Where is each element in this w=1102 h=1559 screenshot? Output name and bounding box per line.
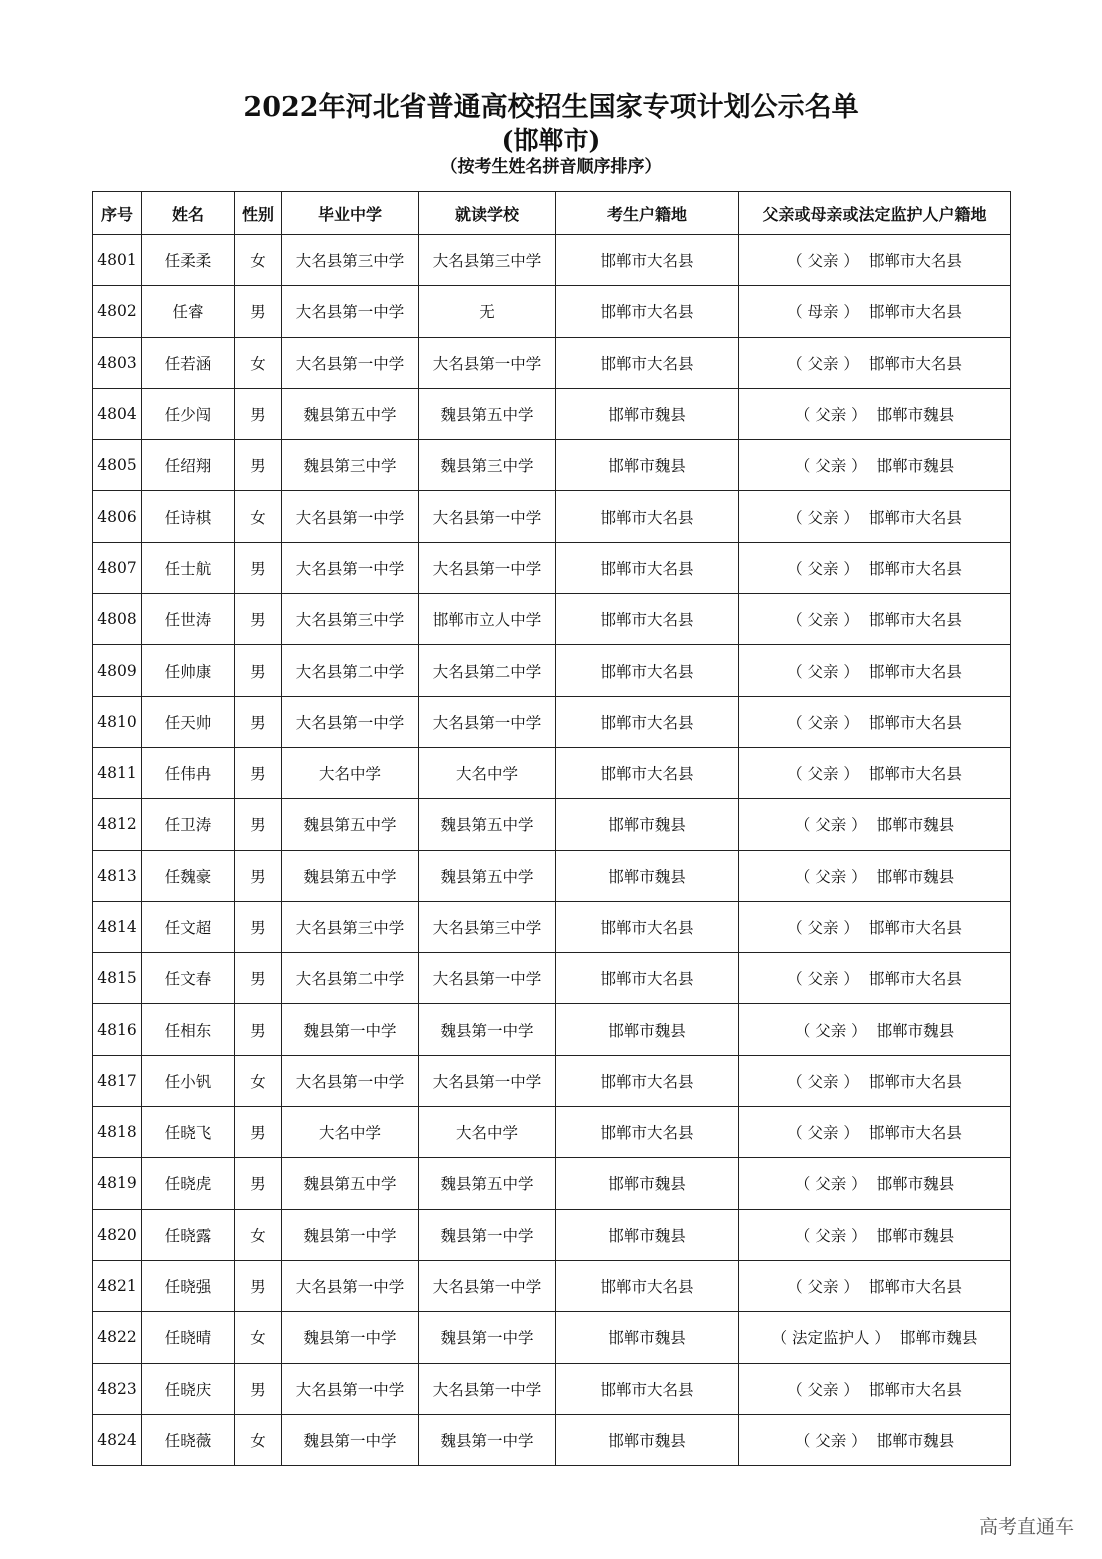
parent-relation: （ 父亲 ）: [794, 1021, 867, 1040]
cell-grad-school: 大名县第三中学: [282, 235, 419, 286]
cell-no: 4824: [93, 1414, 142, 1465]
cell-gender: 男: [235, 1158, 282, 1209]
cell-no: 4808: [93, 594, 142, 645]
cell-no: 4809: [93, 645, 142, 696]
cell-hukou: 邯郸市魏县: [556, 440, 739, 491]
parent-hukou: 邯郸市魏县: [876, 867, 955, 886]
cell-hukou: 邯郸市魏县: [556, 799, 739, 850]
parent-hukou: 邯郸市大名县: [868, 559, 962, 578]
column-header-grad-school: 毕业中学: [282, 192, 419, 235]
column-header-no: 序号: [93, 192, 142, 235]
cell-no: 4810: [93, 696, 142, 747]
cell-name: 任相东: [142, 1004, 235, 1055]
parent-relation: （ 父亲 ）: [787, 354, 859, 373]
cell-parent-hukou: [739, 953, 1011, 1004]
column-header-name: 姓名: [142, 192, 235, 235]
parent-relation: （ 父亲 ）: [787, 1124, 859, 1143]
parent-hukou: 邯郸市魏县: [876, 457, 955, 476]
cell-current-school: 大名县第一中学: [419, 1363, 556, 1414]
cell-parent-hukou: [739, 337, 1011, 388]
parent-relation: （ 父亲 ）: [794, 867, 867, 886]
parent-relation: （ 父亲 ）: [794, 1175, 867, 1194]
cell-hukou: 邯郸市大名县: [556, 235, 739, 286]
table-row: [93, 388, 1011, 439]
cell-name: 任少闯: [142, 388, 235, 439]
cell-grad-school: 大名县第三中学: [282, 901, 419, 952]
cell-name: 任晓庆: [142, 1363, 235, 1414]
cell-current-school: 大名县第一中学: [419, 1260, 556, 1311]
cell-current-school: 魏县第一中学: [419, 1004, 556, 1055]
cell-current-school: 大名县第一中学: [419, 1055, 556, 1106]
cell-parent-hukou: [739, 594, 1011, 645]
cell-grad-school: 魏县第一中学: [282, 1414, 419, 1465]
cell-hukou: 邯郸市大名县: [556, 337, 739, 388]
parent-relation: （ 父亲 ）: [787, 662, 859, 681]
cell-grad-school: 大名县第一中学: [282, 1055, 419, 1106]
cell-no: 4814: [93, 901, 142, 952]
cell-parent-hukou: [739, 1107, 1011, 1158]
cell-grad-school: 魏县第一中学: [282, 1312, 419, 1363]
cell-no: 4821: [93, 1260, 142, 1311]
cell-parent-hukou: [739, 1004, 1011, 1055]
cell-parent-hukou: [739, 1363, 1011, 1414]
cell-hukou: 邯郸市大名县: [556, 696, 739, 747]
parent-relation: （ 父亲 ）: [787, 970, 859, 989]
parent-hukou: 邯郸市魏县: [876, 406, 955, 425]
cell-hukou: 邯郸市魏县: [556, 1312, 739, 1363]
page-subtitle: (邯郸市): [501, 126, 601, 155]
cell-parent-hukou: [739, 696, 1011, 747]
cell-current-school: 魏县第五中学: [419, 388, 556, 439]
cell-parent-hukou: [739, 1260, 1011, 1311]
cell-no: 4806: [93, 491, 142, 542]
cell-name: 任帅康: [142, 645, 235, 696]
table-row: [93, 1107, 1011, 1158]
parent-hukou: 邯郸市大名县: [868, 919, 962, 937]
cell-parent-hukou: [739, 901, 1011, 952]
cell-current-school: 大名县第三中学: [419, 901, 556, 952]
table-row: [93, 1055, 1011, 1106]
cell-current-school: 魏县第五中学: [419, 1158, 556, 1209]
cell-gender: 女: [235, 235, 282, 286]
cell-no: 4802: [93, 286, 142, 337]
cell-gender: 男: [235, 747, 282, 798]
parent-relation: （ 父亲 ）: [794, 457, 867, 476]
parent-hukou: 邯郸市魏县: [899, 1329, 978, 1348]
table-row: [93, 594, 1011, 645]
cell-name: 任晓薇: [142, 1414, 235, 1465]
parent-hukou: 邯郸市大名县: [868, 662, 962, 681]
cell-gender: 男: [235, 286, 282, 337]
cell-no: 4807: [93, 542, 142, 593]
cell-no: 4819: [93, 1158, 142, 1209]
cell-name: 任柔柔: [142, 235, 235, 286]
cell-name: 任士航: [142, 542, 235, 593]
cell-current-school: 无: [419, 286, 556, 337]
table-row: [93, 1209, 1011, 1260]
table-row: [93, 953, 1011, 1004]
cell-current-school: 魏县第一中学: [419, 1209, 556, 1260]
cell-name: 任晓飞: [142, 1107, 235, 1158]
cell-parent-hukou: [739, 799, 1011, 850]
cell-grad-school: 大名县第一中学: [282, 286, 419, 337]
parent-relation: （ 父亲 ）: [787, 713, 859, 732]
cell-grad-school: 魏县第五中学: [282, 388, 419, 439]
cell-hukou: 邯郸市大名县: [556, 1055, 739, 1106]
cell-hukou: 邯郸市魏县: [556, 1158, 739, 1209]
cell-hukou: 邯郸市大名县: [556, 1260, 739, 1311]
cell-name: 任卫涛: [142, 799, 235, 850]
cell-no: 4801: [93, 235, 142, 286]
cell-no: 4818: [93, 1107, 142, 1158]
table-row: [93, 1004, 1011, 1055]
cell-name: 任伟冉: [142, 747, 235, 798]
cell-gender: 男: [235, 440, 282, 491]
cell-gender: 男: [235, 1260, 282, 1311]
parent-relation: （ 父亲 ）: [794, 816, 867, 835]
cell-gender: 女: [235, 491, 282, 542]
parent-hukou: 邯郸市大名县: [868, 354, 962, 373]
table-row: [93, 696, 1011, 747]
cell-gender: 女: [235, 1055, 282, 1106]
cell-parent-hukou: [739, 1312, 1011, 1363]
parent-hukou: 邯郸市大名县: [868, 713, 962, 732]
cell-no: 4813: [93, 850, 142, 901]
table-row: [93, 645, 1011, 696]
cell-hukou: 邯郸市大名县: [556, 645, 739, 696]
parent-relation: （ 父亲 ）: [787, 1278, 859, 1297]
cell-gender: 男: [235, 799, 282, 850]
cell-gender: 女: [235, 1414, 282, 1465]
cell-current-school: 邯郸市立人中学: [419, 594, 556, 645]
parent-relation: （ 父亲 ）: [787, 765, 859, 784]
cell-no: 4811: [93, 747, 142, 798]
cell-no: 4812: [93, 799, 142, 850]
cell-hukou: 邯郸市魏县: [556, 850, 739, 901]
cell-name: 任睿: [142, 286, 235, 337]
parent-relation: （ 父亲 ）: [794, 406, 867, 425]
cell-hukou: 邯郸市大名县: [556, 1363, 739, 1414]
cell-hukou: 邯郸市魏县: [556, 1414, 739, 1465]
cell-hukou: 邯郸市大名县: [556, 901, 739, 952]
cell-grad-school: 大名中学: [282, 747, 419, 798]
parent-hukou: 邯郸市大名县: [868, 765, 962, 784]
cell-gender: 男: [235, 1004, 282, 1055]
cell-parent-hukou: [739, 491, 1011, 542]
cell-grad-school: 魏县第三中学: [282, 440, 419, 491]
parent-hukou: 邯郸市大名县: [868, 252, 962, 271]
table-row: [93, 235, 1011, 286]
cell-no: 4822: [93, 1312, 142, 1363]
cell-hukou: 邯郸市魏县: [556, 1004, 739, 1055]
cell-parent-hukou: [739, 1158, 1011, 1209]
cell-current-school: 大名中学: [419, 1107, 556, 1158]
parent-relation: （ 父亲 ）: [787, 1380, 859, 1399]
roster-body: [93, 235, 1011, 1466]
cell-no: 4815: [93, 953, 142, 1004]
table-row: [93, 491, 1011, 542]
cell-hukou: 邯郸市大名县: [556, 747, 739, 798]
cell-grad-school: 大名县第一中学: [282, 1260, 419, 1311]
cell-grad-school: 大名中学: [282, 1107, 419, 1158]
cell-no: 4817: [93, 1055, 142, 1106]
cell-grad-school: 魏县第一中学: [282, 1209, 419, 1260]
cell-current-school: 大名县第一中学: [419, 491, 556, 542]
parent-hukou: 邯郸市大名县: [868, 970, 962, 989]
parent-relation: （ 法定监护人 ）: [771, 1329, 890, 1348]
table-row: [93, 850, 1011, 901]
parent-relation: （ 父亲 ）: [787, 559, 859, 578]
cell-name: 任若涵: [142, 337, 235, 388]
cell-parent-hukou: [739, 286, 1011, 337]
cell-grad-school: 大名县第二中学: [282, 953, 419, 1004]
cell-grad-school: 大名县第一中学: [282, 696, 419, 747]
cell-grad-school: 魏县第五中学: [282, 799, 419, 850]
cell-no: 4804: [93, 388, 142, 439]
cell-current-school: 魏县第一中学: [419, 1414, 556, 1465]
cell-hukou: 邯郸市大名县: [556, 953, 739, 1004]
cell-grad-school: 魏县第一中学: [282, 1004, 419, 1055]
parent-relation: （ 父亲 ）: [794, 1431, 867, 1450]
cell-name: 任晓露: [142, 1209, 235, 1260]
parent-relation: （ 父亲 ）: [787, 508, 859, 527]
cell-gender: 男: [235, 1363, 282, 1414]
cell-name: 任小钒: [142, 1055, 235, 1106]
cell-hukou: 邯郸市大名县: [556, 1107, 739, 1158]
cell-name: 任诗棋: [142, 491, 235, 542]
cell-name: 任晓晴: [142, 1312, 235, 1363]
parent-hukou: 邯郸市魏县: [876, 1431, 955, 1450]
table-row: [93, 1158, 1011, 1209]
cell-no: 4816: [93, 1004, 142, 1055]
parent-relation: （ 父亲 ）: [794, 1226, 867, 1245]
cell-name: 任文超: [142, 901, 235, 952]
table-row: [93, 901, 1011, 952]
cell-parent-hukou: [739, 235, 1011, 286]
cell-grad-school: 大名县第一中学: [282, 1363, 419, 1414]
cell-grad-school: 魏县第五中学: [282, 1158, 419, 1209]
cell-gender: 女: [235, 337, 282, 388]
cell-name: 任魏豪: [142, 850, 235, 901]
cell-no: 4823: [93, 1363, 142, 1414]
cell-parent-hukou: [739, 1055, 1011, 1106]
parent-relation: （ 父亲 ）: [787, 611, 859, 630]
cell-parent-hukou: [739, 850, 1011, 901]
cell-gender: 男: [235, 1107, 282, 1158]
parent-relation: （ 父亲 ）: [787, 919, 859, 937]
column-header-parent-hukou: 父亲或母亲或法定监护人户籍地: [739, 192, 1011, 235]
cell-current-school: 魏县第三中学: [419, 440, 556, 491]
cell-name: 任晓虎: [142, 1158, 235, 1209]
parent-relation: （ 母亲 ）: [787, 303, 859, 322]
table-row: [93, 286, 1011, 337]
cell-hukou: 邯郸市大名县: [556, 286, 739, 337]
cell-no: 4805: [93, 440, 142, 491]
cell-name: 任世涛: [142, 594, 235, 645]
cell-gender: 男: [235, 645, 282, 696]
cell-grad-school: 大名县第一中学: [282, 491, 419, 542]
roster-table: [92, 191, 1011, 1466]
cell-current-school: 魏县第一中学: [419, 1312, 556, 1363]
cell-current-school: 大名县第一中学: [419, 953, 556, 1004]
cell-name: 任晓强: [142, 1260, 235, 1311]
sort-note: （按考生姓名拼音顺序排序）: [440, 157, 662, 177]
parent-hukou: 邯郸市魏县: [876, 1175, 955, 1194]
cell-hukou: 邯郸市魏县: [556, 1209, 739, 1260]
cell-parent-hukou: [739, 1414, 1011, 1465]
table-row: [93, 1363, 1011, 1414]
parent-hukou: 邯郸市大名县: [868, 611, 962, 630]
parent-hukou: 邯郸市大名县: [868, 508, 962, 527]
column-header-gender: 性别: [235, 192, 282, 235]
table-row: [93, 747, 1011, 798]
cell-hukou: 邯郸市大名县: [556, 491, 739, 542]
page-title: 2022年河北省普通高校招生国家专项计划公示名单: [243, 92, 859, 123]
cell-name: 任绍翔: [142, 440, 235, 491]
cell-gender: 男: [235, 953, 282, 1004]
table-row: [93, 1260, 1011, 1311]
table-header-row: [93, 192, 1011, 235]
cell-hukou: 邯郸市魏县: [556, 388, 739, 439]
table-row: [93, 337, 1011, 388]
cell-parent-hukou: [739, 440, 1011, 491]
cell-current-school: 大名中学: [419, 747, 556, 798]
cell-no: 4820: [93, 1209, 142, 1260]
cell-parent-hukou: [739, 542, 1011, 593]
cell-hukou: 邯郸市大名县: [556, 594, 739, 645]
cell-current-school: 魏县第五中学: [419, 850, 556, 901]
parent-hukou: 邯郸市大名县: [868, 303, 962, 322]
cell-gender: 男: [235, 901, 282, 952]
cell-gender: 男: [235, 850, 282, 901]
watermark: 高考直通车: [978, 1516, 1074, 1538]
cell-grad-school: 大名县第一中学: [282, 542, 419, 593]
cell-gender: 男: [235, 696, 282, 747]
parent-relation: （ 父亲 ）: [787, 252, 859, 271]
table-row: [93, 1312, 1011, 1363]
parent-hukou: 邯郸市大名县: [868, 1072, 962, 1091]
cell-hukou: 邯郸市大名县: [556, 542, 739, 593]
cell-parent-hukou: [739, 645, 1011, 696]
cell-no: 4803: [93, 337, 142, 388]
parent-hukou: 邯郸市大名县: [868, 1278, 962, 1297]
cell-grad-school: 大名县第二中学: [282, 645, 419, 696]
column-header-hukou: 考生户籍地: [556, 192, 739, 235]
parent-hukou: 邯郸市魏县: [876, 1226, 955, 1245]
cell-current-school: 魏县第五中学: [419, 799, 556, 850]
parent-hukou: 邯郸市魏县: [876, 1021, 955, 1040]
cell-gender: 女: [235, 1312, 282, 1363]
cell-grad-school: 魏县第五中学: [282, 850, 419, 901]
cell-grad-school: 大名县第三中学: [282, 594, 419, 645]
parent-hukou: 邯郸市魏县: [876, 816, 955, 835]
cell-current-school: 大名县第一中学: [419, 696, 556, 747]
cell-parent-hukou: [739, 747, 1011, 798]
cell-gender: 男: [235, 594, 282, 645]
cell-current-school: 大名县第三中学: [419, 235, 556, 286]
parent-relation: （ 父亲 ）: [787, 1072, 859, 1091]
table-row: [93, 542, 1011, 593]
cell-parent-hukou: [739, 1209, 1011, 1260]
table-row: [93, 440, 1011, 491]
table-row: [93, 1414, 1011, 1465]
cell-gender: 女: [235, 1209, 282, 1260]
cell-parent-hukou: [739, 388, 1011, 439]
cell-name: 任文春: [142, 953, 235, 1004]
cell-name: 任天帅: [142, 696, 235, 747]
cell-gender: 男: [235, 542, 282, 593]
parent-hukou: 邯郸市大名县: [868, 1124, 962, 1143]
cell-current-school: 大名县第一中学: [419, 337, 556, 388]
column-header-current-school: 就读学校: [419, 192, 556, 235]
cell-gender: 男: [235, 388, 282, 439]
parent-hukou: 邯郸市大名县: [868, 1380, 962, 1399]
cell-current-school: 大名县第二中学: [419, 645, 556, 696]
cell-grad-school: 大名县第一中学: [282, 337, 419, 388]
table-row: [93, 799, 1011, 850]
cell-current-school: 大名县第一中学: [419, 542, 556, 593]
